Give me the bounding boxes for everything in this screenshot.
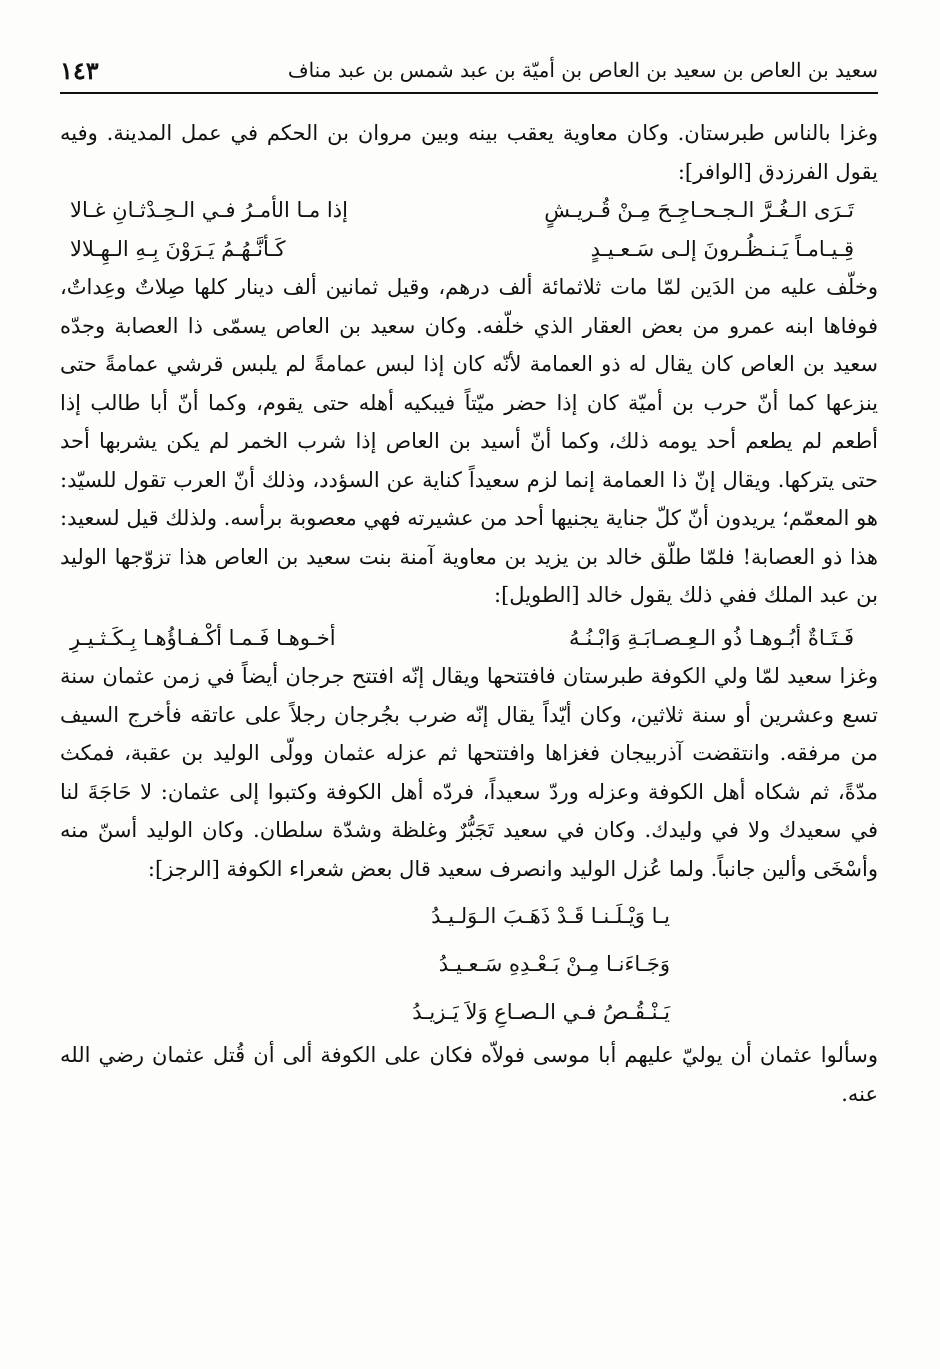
page-body [60, 114, 878, 1113]
paragraph-1: وغزا بالناس طبرستان. وكان معاوية يعقب بينه وبين مروان بن الحكم في عمل المدينة. وفيه يقول الفرزدق [الوافر]: [60, 121, 878, 184]
verse-hemistich-second: أخـوهـا فَـمـا أكْـفـاؤُهـا بِـكَـثـيـرِ [70, 625, 336, 650]
verse-hemistich-second: كَـأنَّـهُـمُ يَـرَوْنَ بِـهِ الـهِـلالا [70, 236, 286, 261]
verse-hemistich-first: تَـرَى الـغُـرَّ الـجـحـاجِـحَ مِـنْ قُـريـشٍ [544, 198, 854, 222]
running-title: سعيد بن العاص بن سعيد بن العاص بن أميّة بن عبد شمس بن عبد مناف [287, 58, 878, 82]
verse-line [60, 230, 878, 269]
rajaz-line: يـا وَيْـلَـنـا قَـدْ ذَهَـبَ الـوَلـيـدُ [431, 904, 670, 928]
page-number: ١٤٣ [60, 56, 99, 85]
paragraph-3: وغزا سعيد لمّا ولي الكوفة طبرستان فافتتحها ويقال إنّه افتتح جرجان أيضاً في زمن عثمان سنة تسع وعشرين أو سنة ثلاثين، وكان أيّداً يقال إنّه ضرب بجُرجان رجلاً على عاتقه فأخرج السيف من مرفقه. وانتقضت آذربيجان فغزاها وافتتحها ثم عزله عثمان وولّى الوليد بن عقبة، فمكث مدّةً، ثم شكاه أهل الكوفة وعزله وردّ سعيداً، فردّه أهل الكوفة وكتبوا إلى عثمان: لا حَاجَةَ لنا في سعيدك ولا في وليدك. وكان في سعيد تَجَبُّرٌ وغلظة وشدّة سلطان. وكان الوليد أسنّ منه وأسْخَى وألين جانباً. ولما عُزل الوليد وانصرف سعيد قال بعض شعراء الكوفة [الرجز]: [60, 664, 878, 881]
paragraph-2: وخلّف عليه من الدَين لمّا مات ثلاثمائة ألف درهم، وقيل ثمانين ألف دينار كلها صِلاتٌ وعِداتٌ، فوفاها ابنه عمرو من بعض العقار الذي خلّفه. وكان سعيد بن العاص يسمّى ذا العصابة وجدّه سعيد بن العاص كان يقال له ذو العمامة لأنّه كان إذا لبس عمامةً لم يلبس قرشي عمامةً حتى ينزعها كما أنّ حرب بن أميّة كان إذا حضر ميّتاً فيبكيه أهله حتى يقوم، وكما أنّ أبا طالب إذا أطعم لم يطعم أحد يومه ذلك، وكما أنّ أسيد بن العاص إذا شرب الخمر لم يكن يشربها أحد حتى يتركها. ويقال إنّ ذا العمامة إنما لزم سعيداً كناية عن السؤدد، وذلك أنّ العرب تقول للسيّد: هو المعمّم؛ يريدون أنّ كلّ جناية يجنيها أحد من عشيرته فهي معصوبة برأسه. ولذلك قيل لسعيد: هذا ذو العصابة! فلمّا طلّق خالد بن يزيد بن معاوية آمنة بنت سعيد بن العاص هذا تزوّجها الوليد بن عبد الملك ففي ذلك يقول خالد [الطويل]: [60, 275, 878, 607]
verse-hemistich-second: إذا مـا الأمـرُ فـي الـحِـدْثـانِ غـالا [70, 198, 348, 222]
page-header [60, 54, 878, 94]
verse-line [60, 619, 878, 658]
verse-hemistich-first: فَـتَـاةٌ أبُـوهـا ذُو الـعِـصـابَـةِ وَابْـنُـهُ [569, 625, 854, 650]
rajaz-line: يَـنْـقُـصُ فـي الـصـاعِ وَلاَ يَـزيـدُ [412, 1000, 670, 1024]
paragraph-4: وسألوا عثمان أن يوليّ عليهم أبا موسى فولاّه فكان على الكوفة ألى أن قُتل عثمان رضي الله عنه. [60, 1043, 878, 1106]
rajaz-line: وَجَـاءَنـا مِـنْ بَـعْـدِهِ سَـعـيـدُ [438, 952, 670, 976]
verse-line [60, 191, 878, 230]
verse-hemistich-first: قِـيـامـاً يَـنـظُـرونَ إلـى سَـعـيـدٍ [590, 236, 854, 261]
